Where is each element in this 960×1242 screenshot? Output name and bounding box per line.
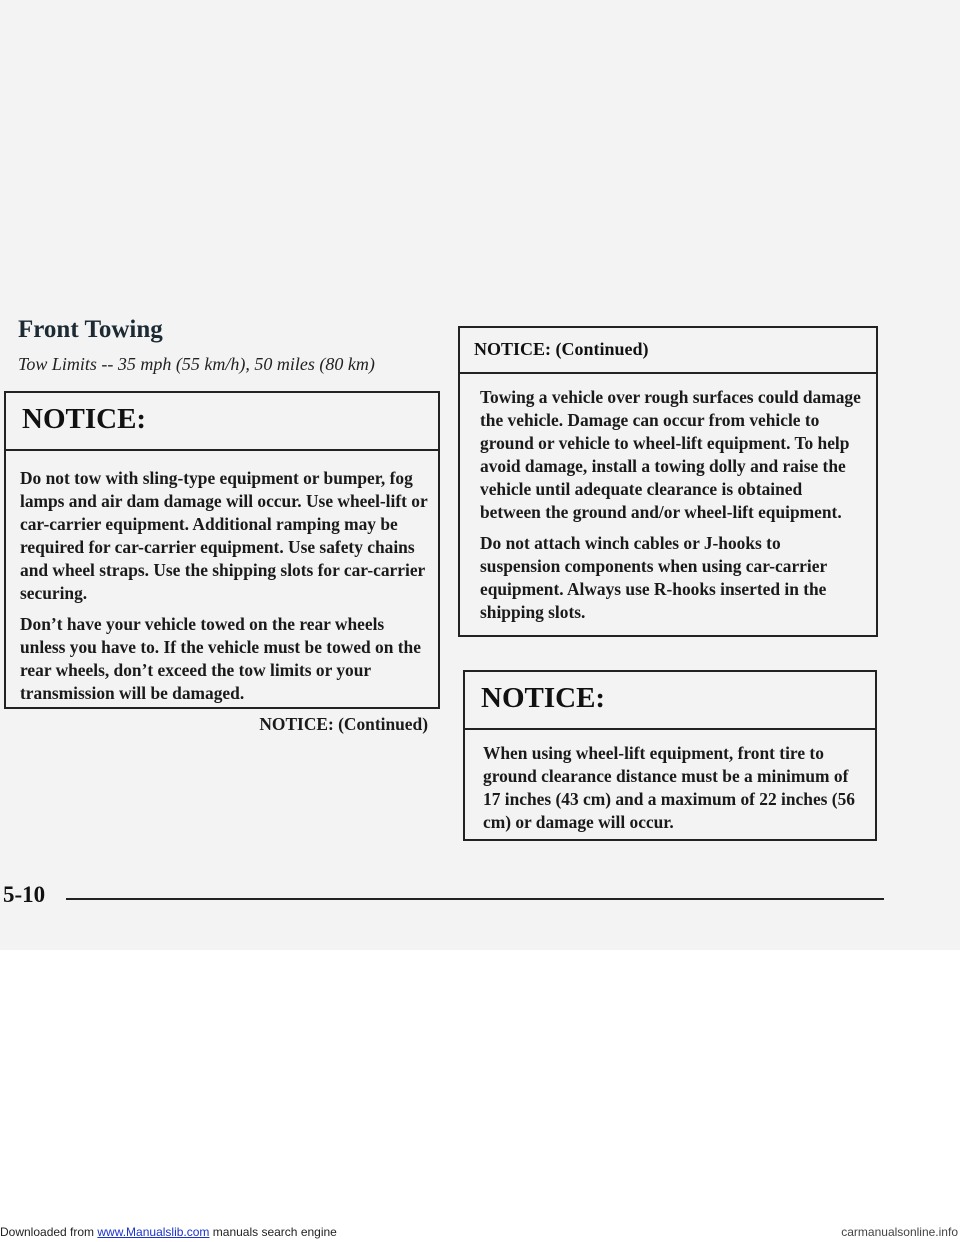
notice-heading: NOTICE: (Continued) — [460, 328, 876, 374]
notice-heading: NOTICE: — [465, 672, 875, 730]
tow-limits-text: Tow Limits -- 35 mph (55 km/h), 50 miles (80 km) — [18, 354, 375, 374]
banner-prefix: Downloaded from — [0, 1225, 98, 1239]
notice-paragraph: Don’t have your vehicle towed on the rear wheels unless you have to. If the vehicle must be towed on the rear wheels, don’t exceed the tow limits or your transmission will be damaged. — [20, 614, 421, 703]
notice-continued-label: NOTICE: (Continued) — [259, 714, 428, 734]
watermark-text: carmanualsonline.info — [841, 1225, 958, 1239]
notice-body — [460, 374, 876, 630]
notice-box-continued — [458, 326, 878, 637]
notice-paragraph: Towing a vehicle over rough surfaces could damage the vehicle. Damage can occur from vehicle to ground or vehicle to wheel-lift equipment. To help avoid damage, install a towing dolly and raise the vehicle until adequate clearance is obtained between the ground and/or wheel-lift equipment. — [480, 387, 861, 522]
section-title: Front Towing — [18, 316, 163, 343]
download-banner — [0, 1222, 960, 1242]
footer-rule — [66, 898, 884, 900]
banner-text — [0, 1222, 337, 1242]
notice-box-clearance — [463, 670, 877, 841]
notice-body — [465, 730, 875, 840]
notice-paragraph: Do not attach winch cables or J-hooks to suspension components when using car-carrier equipment. Always use R-hooks inserted in the shipping slots. — [480, 533, 827, 622]
notice-box-left — [4, 391, 440, 734]
notice-paragraph: Do not tow with sling-type equipment or bumper, fog lamps and air dam damage will occur. Use wheel-lift or car-carrier equipment. Additional ramping may be required for car-carrier equipment. Use safety chains and wheel straps. Use the shipping slots for car-carrier securing. — [20, 468, 428, 603]
manualslib-link[interactable]: www.Manualslib.com — [97, 1225, 210, 1239]
page-number: 5-10 — [3, 882, 46, 907]
banner-suffix: manuals search engine — [209, 1225, 337, 1239]
notice-paragraph: When using wheel-lift equipment, front tire to ground clearance distance must be a minimum of 17 inches (43 cm) and a maximum of 22 inches (56 cm) or damage will occur. — [483, 743, 855, 832]
notice-heading: NOTICE: — [6, 393, 438, 451]
notice-body — [6, 451, 438, 742]
